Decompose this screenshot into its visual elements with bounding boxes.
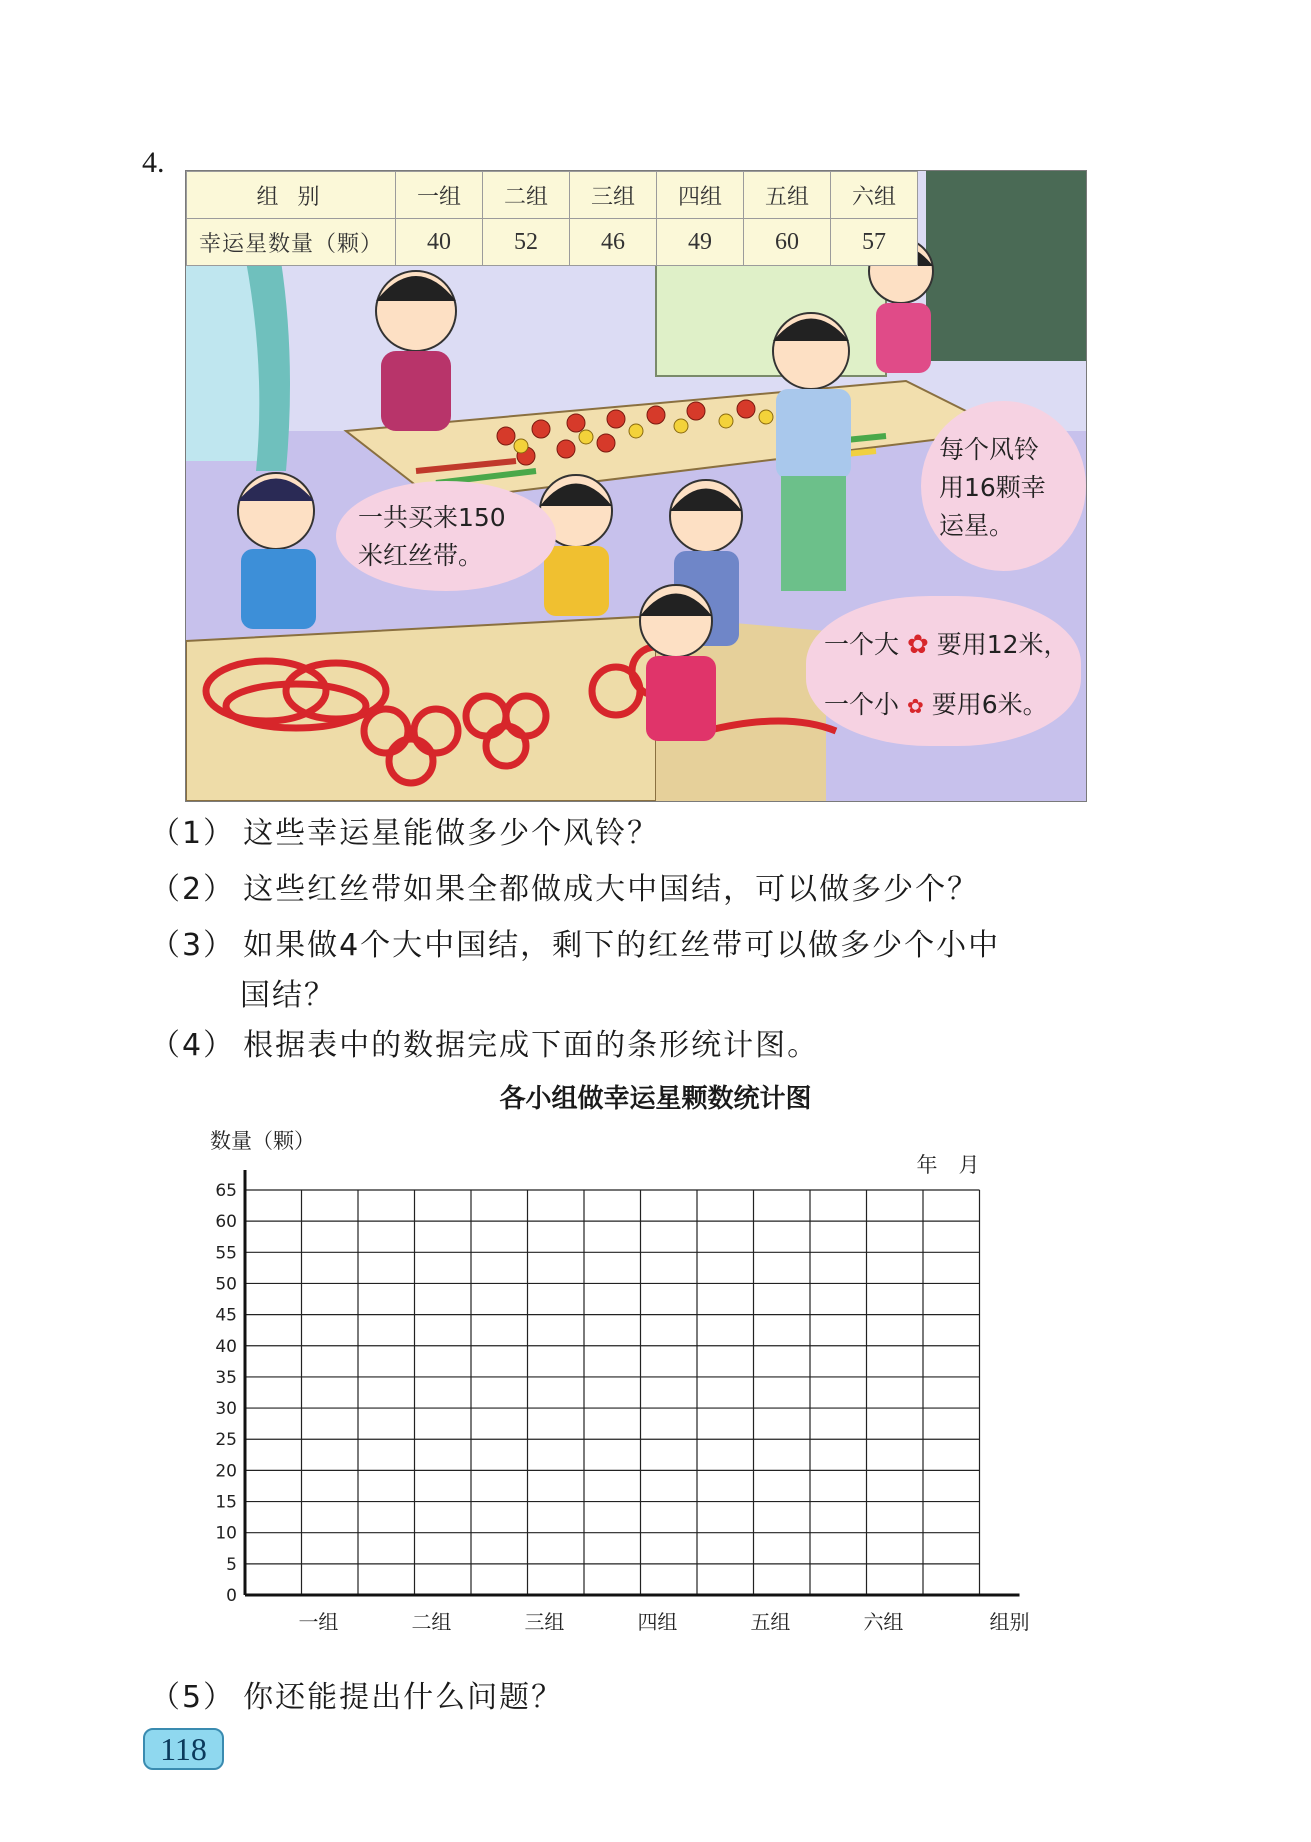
lucky-star-table <box>186 171 918 266</box>
y-tick-label: 10 <box>215 1523 237 1544</box>
question-number: （1） <box>150 816 236 851</box>
table-group-cell: 二组 <box>483 172 570 219</box>
table-value-row <box>187 219 918 266</box>
question-5 <box>150 1672 563 1716</box>
x-tick-label: 五组 <box>750 1610 791 1634</box>
y-tick-label: 45 <box>215 1305 237 1326</box>
y-tick-label: 60 <box>215 1212 237 1233</box>
question-1 <box>150 808 659 852</box>
x-tick-label: 一组 <box>298 1610 339 1634</box>
y-tick-label: 40 <box>215 1336 237 1357</box>
chinese-knot-icon: ✿ <box>906 694 924 718</box>
classroom-illustration <box>185 170 1087 802</box>
question-text: 这些红丝带如果全都做成大中国结，可以做多少个？ <box>243 872 980 907</box>
x-tick-label: 三组 <box>524 1610 565 1634</box>
table-value-cell: 57 <box>831 219 918 266</box>
chinese-knot-icon: ✿ <box>906 630 929 660</box>
question-number: （3） <box>150 928 236 963</box>
table-value-cell: 60 <box>744 219 831 266</box>
x-tick-label: 二组 <box>411 1610 452 1634</box>
bar-chart <box>190 1120 1050 1644</box>
bubble-line: 一共买来150 <box>358 503 506 532</box>
y-axis-label: 数量（颗） <box>210 1129 315 1153</box>
question-text: 你还能提出什么问题？ <box>243 1680 564 1715</box>
table-value-cell: 46 <box>570 219 657 266</box>
speech-bubble-bell <box>921 401 1086 571</box>
bubble-line: 用16颗幸 <box>939 473 1046 502</box>
y-tick-label: 20 <box>215 1461 237 1482</box>
table-group-cell: 五组 <box>744 172 831 219</box>
question-number: （5） <box>150 1680 236 1715</box>
y-tick-label: 0 <box>226 1586 237 1606</box>
bubble-line: 运星。 <box>939 511 1015 540</box>
speech-bubble-knots <box>806 596 1081 746</box>
table-group-cell: 四组 <box>657 172 744 219</box>
table-value-label: 幸运星数量（颗） <box>187 219 396 266</box>
question-3-continued: 国结？ <box>240 978 336 1013</box>
question-text: 如果做4个大中国结，剩下的红丝带可以做多少个小中 <box>243 928 1001 963</box>
question-number: （4） <box>150 1028 236 1063</box>
y-tick-label: 25 <box>215 1430 237 1451</box>
y-tick-label: 15 <box>215 1492 237 1513</box>
page-number: 118 <box>143 1728 224 1770</box>
y-tick-label: 35 <box>215 1367 237 1388</box>
bubble-line: 每个风铃 <box>939 435 1040 464</box>
chart-title: 各小组做幸运星颗数统计图 <box>499 1084 812 1114</box>
table-group-cell: 六组 <box>831 172 918 219</box>
question-number: （2） <box>150 872 236 907</box>
question-4 <box>150 1020 819 1064</box>
speech-bubble-ribbon <box>336 481 556 591</box>
table-value-cell: 52 <box>483 219 570 266</box>
y-tick-label: 65 <box>215 1181 237 1201</box>
y-tick-label: 30 <box>215 1399 237 1420</box>
question-text: 这些幸运星能做多少个风铃？ <box>243 816 660 851</box>
y-tick-label: 55 <box>215 1243 237 1264</box>
knot-small-use: 要用6米。 <box>931 690 1048 719</box>
knot-big-label: 一个大 <box>824 630 900 659</box>
question-text: 根据表中的数据完成下面的条形统计图。 <box>243 1028 820 1063</box>
table-group-cell: 一组 <box>396 172 483 219</box>
problem-number: 4. <box>142 146 165 179</box>
table-value-cell: 49 <box>657 219 744 266</box>
x-tick-label: 四组 <box>637 1610 678 1634</box>
x-tick-label: 六组 <box>863 1610 904 1634</box>
knot-big-use: 要用12米， <box>936 630 1069 659</box>
table-header-label: 组 别 <box>187 172 396 219</box>
bubble-line: 米红丝带。 <box>358 541 484 570</box>
y-tick-label: 50 <box>215 1274 237 1295</box>
table-header-row <box>187 172 918 219</box>
y-tick-label: 5 <box>226 1554 237 1575</box>
question-3 <box>150 920 1000 964</box>
table-value-cell: 40 <box>396 219 483 266</box>
question-2 <box>150 864 979 908</box>
knot-small-label: 一个小 <box>824 690 900 719</box>
bubble-line-small-knot <box>824 686 1081 725</box>
table-group-cell: 三组 <box>570 172 657 219</box>
x-axis-label: 组别 <box>989 1610 1030 1634</box>
chart-canvas <box>190 1120 1050 1640</box>
date-label: 年 月 <box>916 1153 980 1177</box>
bubble-line-big-knot <box>824 626 1081 664</box>
